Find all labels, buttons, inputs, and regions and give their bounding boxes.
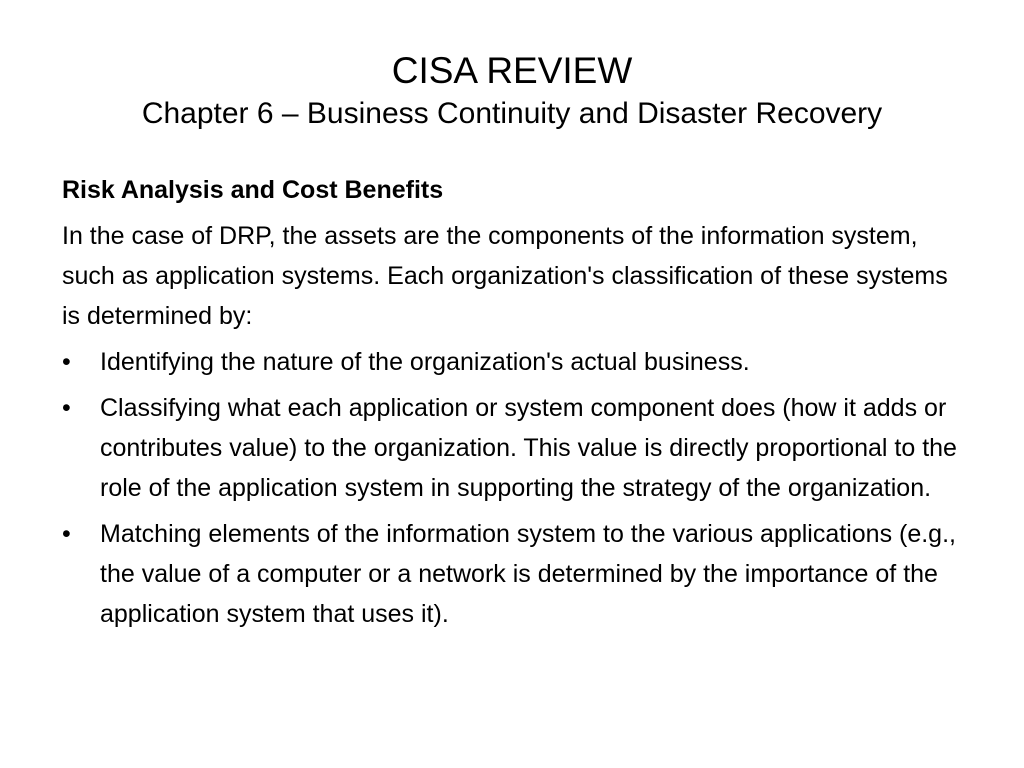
bullet-icon: •	[62, 394, 71, 422]
title-block	[0, 48, 1024, 134]
bullet-item	[62, 342, 962, 382]
bullet-item	[62, 388, 962, 508]
bullet-list	[62, 342, 962, 634]
section-heading: Risk Analysis and Cost Benefits	[62, 176, 444, 204]
bullet-icon: •	[62, 520, 71, 548]
bullet-text: Classifying what each application or system component does (how it adds or contributes value) to the organization. This value is directly proportional to the role of the application system in supporting the strategy of the organization.	[100, 394, 957, 502]
slide-title: CISA REVIEW	[391, 50, 633, 91]
bullet-text: Identifying the nature of the organization's actual business.	[100, 348, 750, 376]
bullet-text: Matching elements of the information system to the various applications (e.g., the value of a computer or a network is determined by the importance of the application system that uses it).	[100, 520, 956, 628]
bullet-icon: •	[62, 348, 71, 376]
slide-subtitle: Chapter 6 – Business Continuity and Disaster Recovery	[141, 97, 883, 130]
intro-paragraph: In the case of DRP, the assets are the components of the information system, such as application systems. Each organization's classification of these systems is determined by:	[62, 222, 948, 330]
slide-body	[62, 170, 962, 640]
bullet-item	[62, 514, 962, 634]
